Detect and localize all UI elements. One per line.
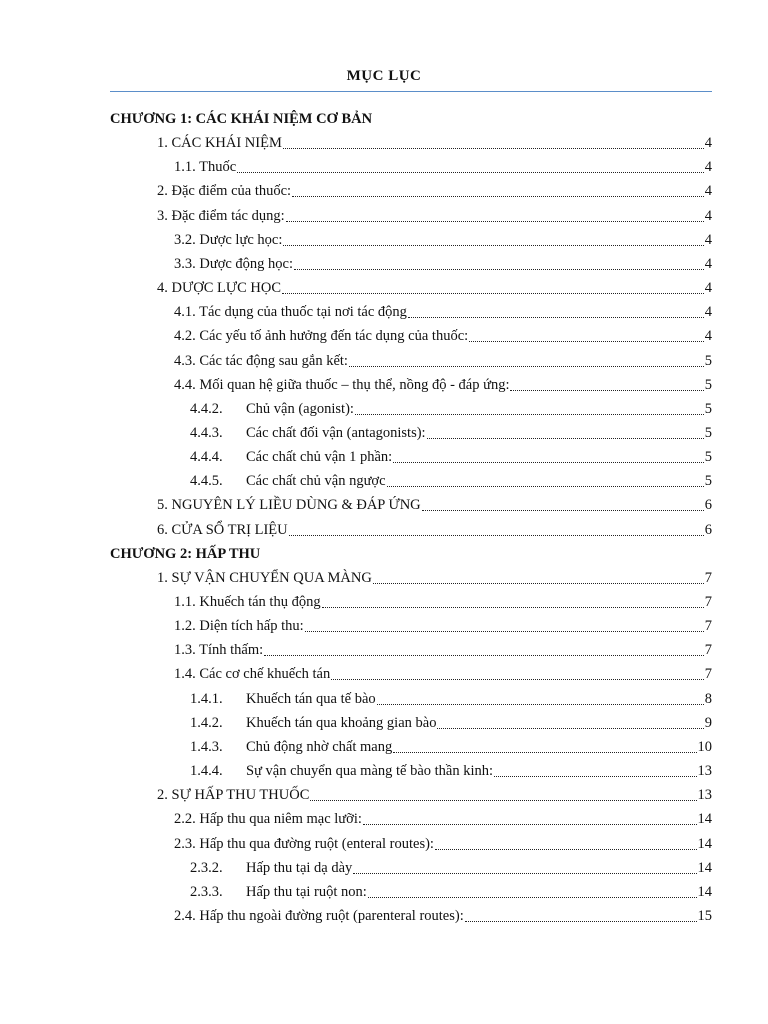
toc-entry-label: Các chất đối vận (antagonists): bbox=[246, 424, 426, 441]
toc-dot-leader bbox=[387, 474, 704, 487]
toc-entry[interactable] bbox=[190, 881, 712, 901]
toc-entry-number: 1.4.3. bbox=[190, 738, 223, 755]
toc-page-number: 4 bbox=[704, 135, 712, 152]
toc-entry[interactable] bbox=[190, 446, 712, 466]
toc-entry-label: 1.2. Diện tích hấp thu: bbox=[174, 618, 304, 635]
toc-dot-leader bbox=[368, 885, 697, 898]
toc-entry-label: 4.4. Mối quan hệ giữa thuốc – thụ thể, nồng độ - đáp ứng: bbox=[174, 376, 510, 393]
toc-entry[interactable] bbox=[174, 301, 712, 321]
toc-dot-leader bbox=[283, 233, 703, 246]
toc-entry-label: 2. Đặc điểm của thuốc: bbox=[157, 183, 292, 200]
toc-entry-label: 1.1. Thuốc bbox=[174, 159, 237, 176]
toc-chapter-label: CHƯƠNG 1: CÁC KHÁI NIỆM CƠ BẢN bbox=[110, 111, 373, 127]
toc-entry-label: 1. CÁC KHÁI NIỆM bbox=[157, 135, 282, 152]
toc-dot-leader bbox=[282, 281, 704, 294]
toc-entry[interactable] bbox=[157, 132, 712, 152]
toc-entry[interactable] bbox=[174, 229, 712, 249]
toc-chapter[interactable] bbox=[110, 543, 712, 563]
toc-page-number: 6 bbox=[704, 521, 712, 538]
toc-page-number: 4 bbox=[704, 304, 712, 321]
toc-entry[interactable] bbox=[174, 808, 712, 828]
toc-entry[interactable] bbox=[190, 470, 712, 490]
toc-dot-leader bbox=[355, 402, 704, 415]
toc-page-number: 7 bbox=[704, 618, 712, 635]
toc-entry[interactable] bbox=[157, 519, 712, 539]
toc-page-number: 7 bbox=[704, 569, 712, 586]
toc-entry-label: 4.2. Các yếu tố ảnh hưởng đến tác dụng của thuốc: bbox=[174, 328, 469, 345]
toc-dot-leader bbox=[322, 595, 704, 608]
toc-entry[interactable] bbox=[174, 639, 712, 659]
toc-entry-label: 3. Đặc điểm tác dụng: bbox=[157, 207, 285, 224]
toc-entry[interactable] bbox=[190, 712, 712, 732]
toc-dot-leader bbox=[289, 523, 704, 536]
toc-dot-leader bbox=[353, 861, 696, 874]
toc-entry-label: Chủ vận (agonist): bbox=[246, 400, 354, 417]
toc-page-number: 4 bbox=[704, 255, 712, 272]
toc-dot-leader bbox=[393, 450, 704, 463]
toc-entry-number: 1.4.4. bbox=[190, 763, 223, 780]
toc-entry[interactable] bbox=[174, 156, 712, 176]
toc-entry-label: Khuếch tán qua khoảng gian bào bbox=[246, 714, 437, 731]
toc-page-number: 4 bbox=[704, 159, 712, 176]
toc-entry-label: Các chất chủ vận 1 phần: bbox=[246, 449, 393, 466]
toc-entry[interactable] bbox=[190, 422, 712, 442]
toc-page-number: 15 bbox=[697, 907, 712, 924]
toc-entry-label: 1. SỰ VẬN CHUYỂN QUA MÀNG bbox=[157, 569, 372, 586]
toc-entry-label: Hấp thu tại ruột non: bbox=[246, 883, 367, 900]
toc-dot-leader bbox=[292, 184, 704, 197]
toc-entry[interactable] bbox=[190, 736, 712, 756]
toc-page-number: 6 bbox=[704, 497, 712, 514]
toc-entry[interactable] bbox=[174, 833, 712, 853]
toc-page-number: 4 bbox=[704, 280, 712, 297]
toc-page-number: 14 bbox=[697, 835, 712, 852]
toc-entry[interactable] bbox=[174, 591, 712, 611]
toc-page-number: 4 bbox=[704, 207, 712, 224]
page-title: MỤC LỤC bbox=[346, 68, 422, 84]
toc-entry-label: 1.3. Tính thấm: bbox=[174, 642, 264, 659]
toc-entry-label: 6. CỬA SỔ TRỊ LIỆU bbox=[157, 521, 288, 538]
toc-dot-leader bbox=[310, 788, 696, 801]
toc-entry[interactable] bbox=[190, 398, 712, 418]
toc-page-number: 4 bbox=[704, 183, 712, 200]
toc-page-number: 5 bbox=[704, 424, 712, 441]
toc-page-number: 14 bbox=[697, 859, 712, 876]
toc-dot-leader bbox=[422, 498, 704, 511]
toc-entry[interactable] bbox=[174, 905, 712, 925]
toc-entry-label: Hấp thu tại dạ dày bbox=[246, 859, 353, 876]
toc-entry[interactable] bbox=[157, 784, 712, 804]
toc-entry-number: 4.4.4. bbox=[190, 449, 223, 466]
toc-page-number: 5 bbox=[704, 473, 712, 490]
toc-entry[interactable] bbox=[157, 494, 712, 514]
toc-entry-label: 5. NGUYÊN LÝ LIỀU DÙNG & ĐÁP ỨNG bbox=[157, 497, 421, 514]
toc-entry-label: 2.4. Hấp thu ngoài đường ruột (parenteral routes): bbox=[174, 907, 464, 924]
toc-page-number: 7 bbox=[704, 594, 712, 610]
toc-dot-leader bbox=[237, 160, 704, 173]
toc-page-number: 10 bbox=[697, 738, 712, 755]
toc-page-number: 5 bbox=[704, 400, 712, 417]
toc-dot-leader bbox=[494, 764, 696, 777]
toc-dot-leader bbox=[349, 354, 704, 367]
toc-entry-label: Sự vận chuyển qua màng tế bào thần kinh: bbox=[246, 763, 494, 780]
toc-dot-leader bbox=[469, 329, 704, 342]
toc-entry-label: 2.2. Hấp thu qua niêm mạc lưỡi: bbox=[174, 811, 362, 828]
toc-entry-label: 1.4. Các cơ chế khuếch tán bbox=[174, 666, 331, 683]
toc-page-number: 14 bbox=[697, 811, 712, 828]
toc-entry[interactable] bbox=[174, 615, 712, 635]
toc-dot-leader bbox=[377, 692, 704, 705]
toc-entry[interactable] bbox=[190, 688, 712, 708]
toc-page-number: 13 bbox=[697, 763, 712, 780]
toc-dot-leader bbox=[331, 667, 704, 680]
toc-dot-leader bbox=[435, 837, 697, 850]
toc-page-number: 5 bbox=[704, 352, 712, 369]
toc-entry-number: 2.3.2. bbox=[190, 859, 223, 876]
toc-entry[interactable] bbox=[190, 760, 712, 780]
toc-entry-label: 4.1. Tác dụng của thuốc tại nơi tác động bbox=[174, 304, 407, 321]
toc-dot-leader bbox=[305, 619, 704, 632]
toc-dot-leader bbox=[283, 136, 704, 149]
toc-dot-leader bbox=[437, 716, 703, 729]
toc-entry-number: 4.4.5. bbox=[190, 473, 223, 490]
toc-dot-leader bbox=[393, 740, 696, 753]
toc-entry-number: 4.4.3. bbox=[190, 424, 223, 441]
toc-entry-label: Khuếch tán qua tế bào bbox=[246, 690, 376, 707]
toc-page-number: 5 bbox=[704, 449, 712, 466]
toc-entry-number: 2.3.3. bbox=[190, 883, 223, 900]
toc-entry[interactable] bbox=[157, 180, 712, 200]
toc-entry[interactable] bbox=[174, 325, 712, 345]
toc-entry-label: 2. SỰ HẤP THU THUỐC bbox=[157, 787, 310, 804]
toc-entry-label: 4. DƯỢC LỰC HỌC bbox=[157, 280, 282, 297]
toc-page-number: 4 bbox=[704, 231, 712, 248]
toc-dot-leader bbox=[264, 643, 704, 656]
toc-dot-leader bbox=[363, 812, 697, 825]
toc-page-number: 9 bbox=[704, 714, 712, 731]
toc-entry-number: 1.4.1. bbox=[190, 690, 223, 707]
toc-entry-number: 4.4.2. bbox=[190, 400, 223, 417]
toc-entry-label: 4.3. Các tác động sau gắn kết: bbox=[174, 352, 348, 369]
toc-entry-number: 1.4.2. bbox=[190, 714, 223, 731]
toc-entry-label: 3.2. Dược lực học: bbox=[174, 231, 283, 248]
toc-entry[interactable] bbox=[190, 857, 712, 877]
toc-dot-leader bbox=[286, 209, 704, 222]
toc-dot-leader bbox=[373, 571, 704, 584]
toc-entry-label: 1.1. Khuếch tán thụ động bbox=[174, 594, 321, 610]
toc-entry[interactable] bbox=[157, 567, 712, 587]
toc-dot-leader bbox=[427, 426, 704, 439]
toc-entry-label: Chủ động nhờ chất mang bbox=[246, 738, 393, 755]
toc-entry[interactable] bbox=[174, 350, 712, 370]
toc-entry-label: 2.3. Hấp thu qua đường ruột (enteral routes): bbox=[174, 835, 434, 852]
toc-entry[interactable] bbox=[157, 277, 712, 297]
toc-dot-leader bbox=[465, 909, 697, 922]
toc-entry[interactable] bbox=[157, 205, 712, 225]
toc-dot-leader bbox=[294, 257, 704, 270]
toc-page-number: 8 bbox=[704, 690, 712, 707]
toc-page-number: 13 bbox=[697, 787, 712, 804]
toc-chapter-label: CHƯƠNG 2: HẤP THU bbox=[110, 545, 261, 562]
toc-page-number: 4 bbox=[704, 328, 712, 345]
toc-entry[interactable] bbox=[174, 253, 712, 273]
toc-entry-label: Các chất chủ vận ngược bbox=[246, 473, 386, 490]
toc-page-number: 14 bbox=[697, 883, 712, 900]
toc-page-number: 7 bbox=[704, 642, 712, 659]
toc-chapter[interactable] bbox=[110, 108, 712, 128]
toc-dot-leader bbox=[510, 378, 703, 391]
toc-page-number: 7 bbox=[704, 666, 712, 683]
toc-entry[interactable] bbox=[174, 663, 712, 683]
toc-entry[interactable] bbox=[174, 374, 712, 394]
toc-page-number: 5 bbox=[704, 376, 712, 393]
toc-entry-label: 3.3. Dược động học: bbox=[174, 255, 294, 272]
toc-dot-leader bbox=[408, 305, 704, 318]
